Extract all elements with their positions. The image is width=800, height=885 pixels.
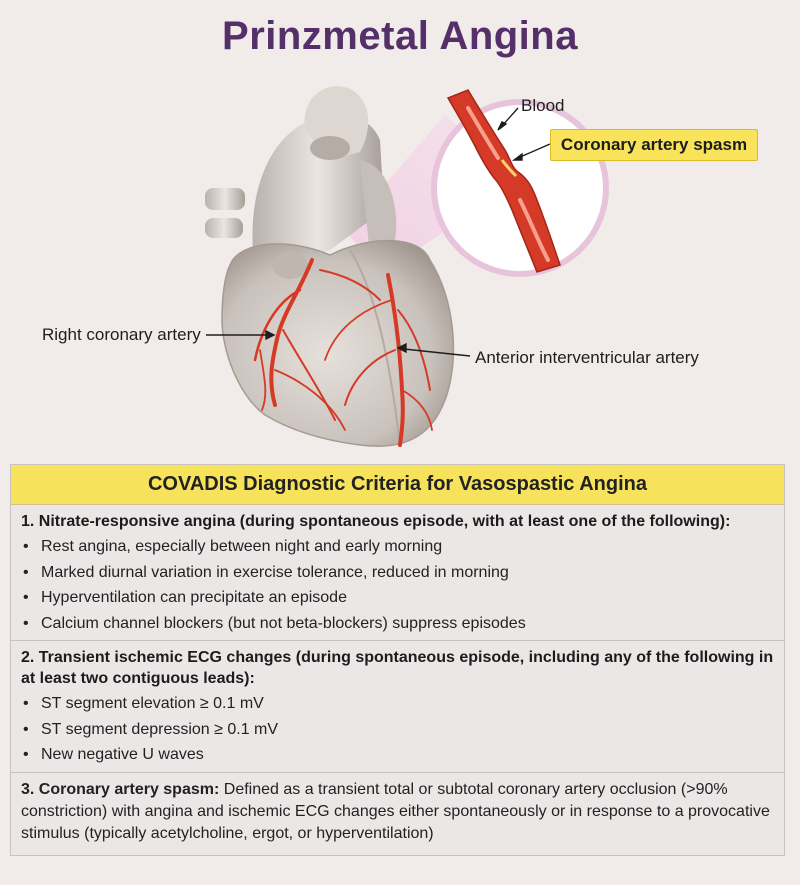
coronary-artery-spasm-callout: Coronary artery spasm [550,129,758,161]
list-item: • Calcium channel blockers (but not beta-blockers) suppress episodes [21,611,774,637]
list-item: • ST segment depression ≥ 0.1 mV [21,717,774,743]
criteria-section-2 [11,641,784,773]
criteria-section-1 [11,505,784,641]
magnifier-circle [434,90,606,274]
list-item: • ST segment elevation ≥ 0.1 mV [21,691,774,717]
heart-body [222,241,453,447]
section-3-text [21,779,774,845]
list-item: • Hyperventilation can precipitate an episode [21,585,774,611]
section-title: 1. Nitrate-responsive angina (during spontaneous episode, with at least one of the following): [21,513,731,530]
list-item: • New negative U waves [21,742,774,768]
list-item: • Rest angina, especially between night and early morning [21,534,774,560]
criteria-section-3 [11,773,784,849]
section-description: Defined as a transient total or subtotal coronary artery occlusion (>90% constriction) with angina and ischemic ECG changes either spontaneously or in response to a provocative stimulus (typically acetylcholine, ergot, or hyperventilation) [21,780,770,842]
covadis-criteria-panel [10,464,785,856]
right-coronary-artery-label: Right coronary artery [42,325,201,344]
section-title: 3. Coronary artery spasm: [21,780,220,798]
heart-illustration [0,60,800,460]
anterior-interventricular-artery-label: Anterior interventricular artery [475,348,699,367]
blood-label: Blood [521,96,565,115]
page-title: Prinzmetal Angina [222,14,578,58]
list-item: • Marked diurnal variation in exercise tolerance, reduced in morning [21,560,774,586]
section-title: 2. Transient ischemic ECG changes (during spontaneous episode, including any of the following in at least two contiguous leads): [21,649,774,687]
criteria-header: COVADIS Diagnostic Criteria for Vasospastic Angina [11,465,784,505]
